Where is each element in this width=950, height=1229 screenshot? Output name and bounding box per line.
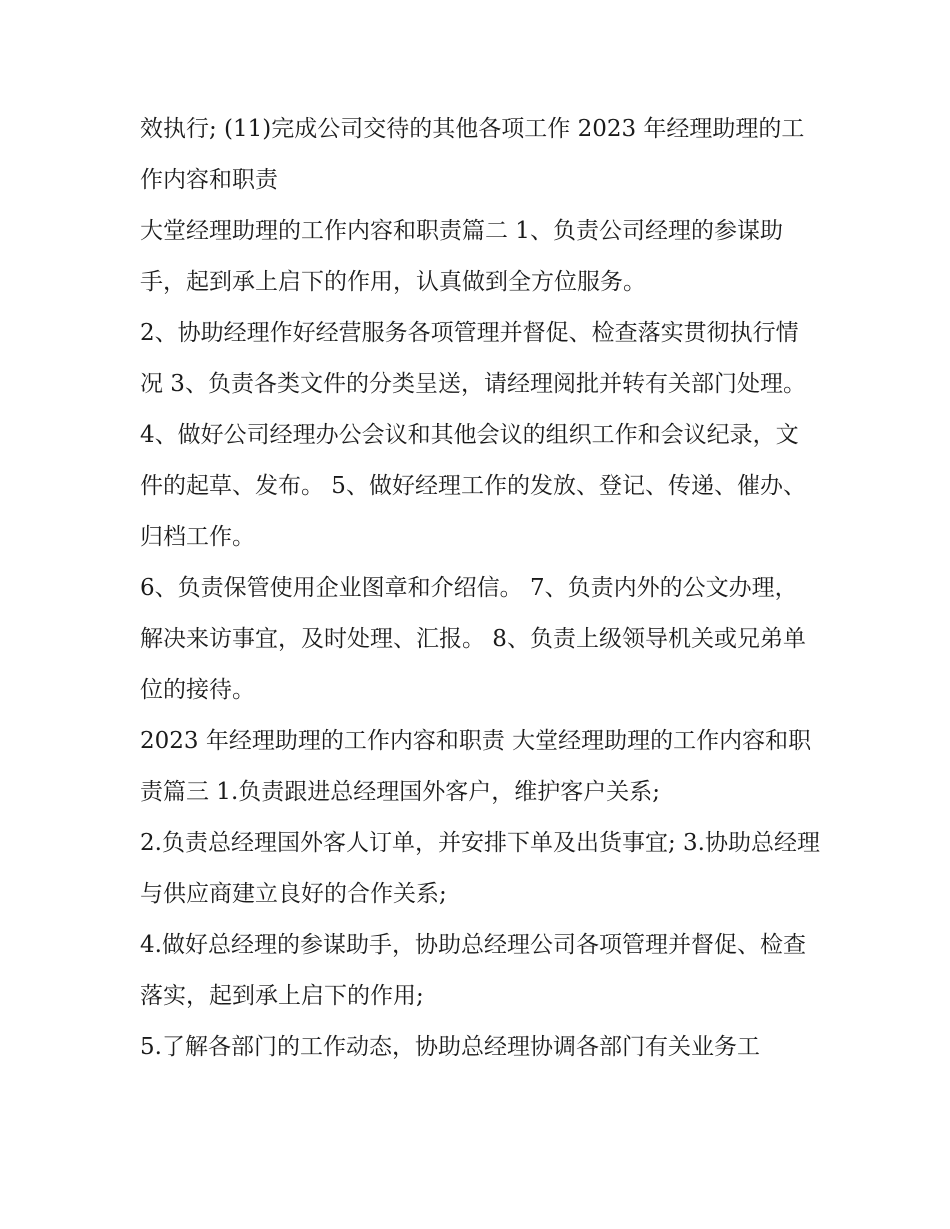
paragraph-3: 2、协助经理作好经营服务各项管理并督促、检查落实贯彻执行情况 3、负责各类文件的分类呈送，请经理阅批并转有关部门处理。 [140, 320, 806, 397]
paragraph-8: 4.做好总经理的参谋助手，协助总经理公司各项管理并督促、检查落实，起到承上启下的作用; [140, 932, 806, 1009]
paragraph-2: 大堂经理助理的工作内容和职责篇二 1、负责公司经理的参谋助手，起到承上启下的作用，认真做到全方位服务。 [140, 218, 783, 295]
paragraph-4: 4、做好公司经理办公会议和其他会议的组织工作和会议纪录，文件的起草、发布。 5、做好经理工作的发放、登记、传递、催办、归档工作。 [140, 422, 806, 550]
paragraph-7: 2.负责总经理国外客人订单，并安排下单及出货事宜; 3.协助总经理与供应商建立良好的合作关系; [140, 830, 820, 907]
document-body [140, 104, 820, 1073]
paragraph-6: 2023 年经理助理的工作内容和职责 大堂经理助理的工作内容和职责篇三 1.负责跟进总经理国外客户，维护客户关系; [140, 728, 812, 805]
paragraph-9: 5.了解各部门的工作动态，协助总经理协调各部门有关业务工 [140, 1034, 760, 1060]
paragraph-1: 效执行; (11)完成公司交待的其他各项工作 2023 年经理助理的工作内容和职责 [140, 116, 805, 193]
paragraph-5: 6、负责保管使用企业图章和介绍信。 7、负责内外的公文办理，解决来访事宜，及时处理、汇报。 8、负责上级领导机关或兄弟单位的接待。 [140, 575, 806, 703]
